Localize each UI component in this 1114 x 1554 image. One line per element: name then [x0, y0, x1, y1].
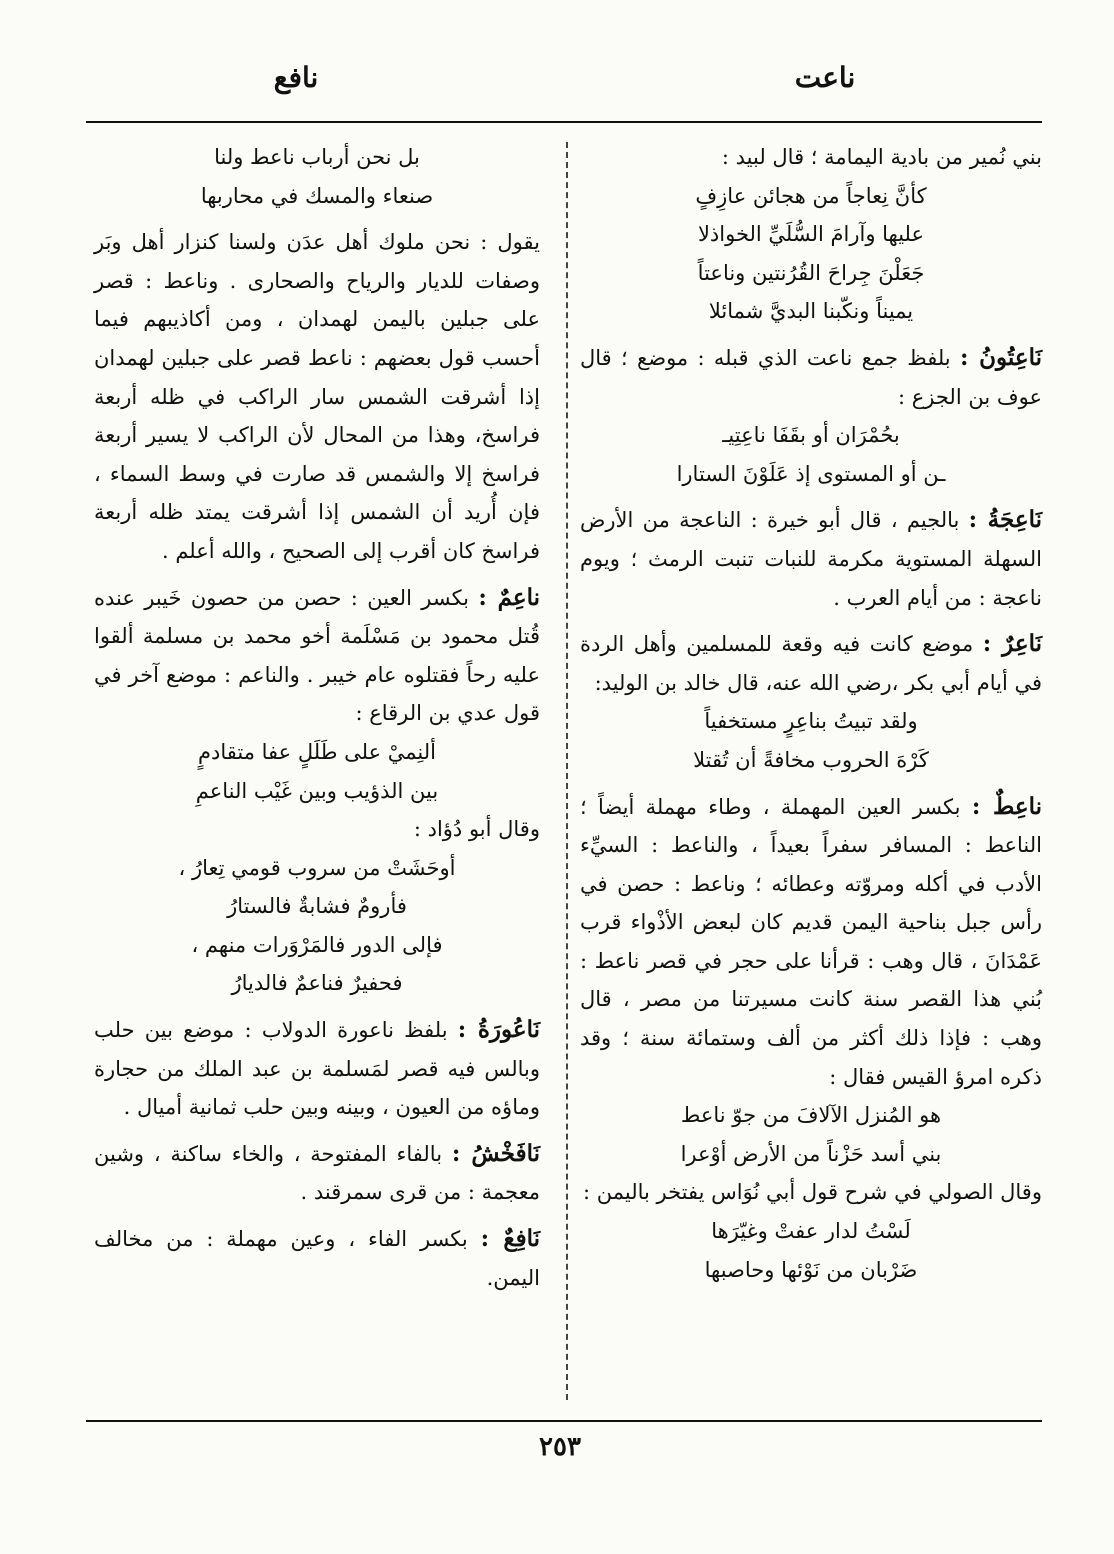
verse-line: يميناً ونكّبنا البديَّ شمائلا [708, 299, 914, 324]
entry-text: بلفظ ناعورة الدولاب : موضع بين حلب وبالس فيه قصر لمَسلمة بن عبد الملك من حجارة وماؤه من العيون ، وبينه وبين حلب ثمانية أميال . [94, 1018, 540, 1120]
verse-block [580, 177, 1042, 331]
entry-nafakhsh [94, 1135, 540, 1212]
verse-line: كأنَّ نِعاجاً من هجائن عازِفٍ [695, 183, 927, 208]
entry-naitun [580, 339, 1042, 416]
entry-continuation: يقول : نحن ملوك أهل عدَن ولسنا كنزار أهل وبَر وصفات للديار والرياح والصحارى . وناعط : قصر على جبلين باليمن لهمدان ، ومن أكاذيبهم فيما أحسب قول بعضهم : ناعط قصر على جبلين لهمدان إذا أشرقت الشمس سار الراكب في ظله أربعة فراسخ، وهذا من المحال لأن الراكب لا يسير أربعة فراسخ إلا والشمس قد صارت في وسط السماء ، فإن أُريد أن الشمس إذا أشرقت يمتد ظله أربعة فراسخ كان أقرب إلى الصحيح ، والله أعلم . [94, 230, 540, 563]
verse-line: ـن أو المستوى إذ عَلَوْنَ الستارا [676, 461, 946, 486]
verse-line: لَسْتُ لدار عفتْ وغيّرَها [711, 1219, 911, 1244]
verse-line: فأرومٌ فشابةٌ فالستارُ [227, 894, 407, 919]
verse-line: ولقد تبيتُ بناعِرٍ مستخفياً [704, 709, 918, 734]
verse-block [94, 138, 540, 215]
verse-line: بني أسد حَزْناً من الأرض أوْعرا [680, 1141, 942, 1166]
verse-line: كَرْهَ الحروب مخافةً أن تُقتلا [693, 747, 929, 772]
top-rule [86, 121, 1042, 123]
headword: نَافَخْشُ : [451, 1139, 541, 1167]
verse-line: ألنِميْ على طَلَلٍ عفا متقادمٍ [198, 739, 436, 764]
verse-block [94, 849, 540, 1003]
verse-block [580, 1096, 1042, 1173]
entry-nair [580, 625, 1042, 702]
running-head-right: ناعت [794, 61, 856, 94]
headword: نَاعِرٌ : [982, 630, 1042, 658]
entry-text: بكسر العين : حصن من حصون خَيبر عنده قُتل محمود بن مَسْلَمة أخو محمد بن مسلمة ألقوا عليه رحاً فقتلوه عام خيبر . والناعم : موضع آخر في قول عدي بن الرقاع : [94, 585, 540, 726]
verse-block [580, 416, 1042, 493]
entry-nait [580, 788, 1042, 1097]
bottom-rule [86, 1420, 1042, 1422]
entry-naim [94, 579, 540, 733]
entry-text: موضع كانت فيه وقعة للمسلمين وأهل الردة في أيام أبي بكر ،رضي الله عنه، قال خالد بن الوليد: [580, 632, 1042, 695]
verse-block [580, 702, 1042, 779]
verse-line: أوحَشَتْ من سروب قومي تِعارُ ، [178, 855, 456, 880]
entry-text: وقال أبو دُؤاد : [413, 817, 540, 842]
verse-line: فإلى الدور فالمَرْوَرات منهم ، [191, 932, 443, 957]
entry-text: بالفاء المفتوحة ، والخاء ساكنة ، وشين معجمة : من قرى سمرقند . [94, 1141, 540, 1205]
running-head-left: نافع [273, 61, 319, 94]
verse-line: عليها وآرامَ السُّلَيِّ الخواذلا [697, 222, 925, 247]
entry-naura [94, 1011, 540, 1127]
verse-line: هو المُنزل الآلافَ من جوّ ناعط [680, 1103, 942, 1128]
entry-naija [580, 501, 1042, 617]
column-divider [566, 142, 568, 1400]
entry-continuation: بني نُمير من بادية اليمامة ؛ قال لبيد : [721, 145, 1042, 169]
headword: ناعِطٌ : [971, 792, 1043, 820]
verse-block [94, 733, 540, 810]
entry-text: بكسر العين المهملة ، وطاء مهملة أيضاً ؛ الناعط : المسافر سفراً بعيداً ، والناعط : السيِّء الأدب في أكله ومروّته وعطائه ؛ وناعط : حصن في رأس جبل بناحية اليمن قديم كان لبعض الأذْواء قرب عَمْدَانَ ، قال وهب : قرأنا على حجر في قصر ناعط : بُني هذا القصر سنة كانت مسيرتنا من مصر ، قال وهب : فإذا ذلك أكثر من ألف وستمائة سنة ؛ وقد ذكره امرؤ القيس فقال : [580, 794, 1042, 1089]
verse-line: بين الذؤيب وبين غَيْب الناعمِ [195, 778, 439, 803]
headword: نَاعِجَةُ : [968, 506, 1042, 534]
entry-text: بلفظ جمع ناعت الذي قبله : موضع ؛ قال عوف بن الجزع : [580, 345, 1042, 409]
page-number: ٢٥٣ [539, 1432, 581, 1462]
verse-line: صنعاء والمسك في محاربها [200, 183, 434, 208]
entry-text: بالجيم ، قال أبو خيرة : الناعجة من الأرض السهلة المستوية مكرمة للنبات تنبت الرمث ؛ ويوم ناعجة : من أيام العرب . [580, 508, 1042, 610]
verse-line: بل نحن أرباب ناعط ولنا [214, 145, 420, 169]
headword: نَاعِتُونُ : [959, 343, 1042, 371]
verse-line: جَعَلْنَ جِراحَ القُرُنتين وناعتاً [697, 260, 925, 285]
verse-line: فحفيرٌ فناعمٌ فالديارُ [231, 971, 403, 996]
verse-block [580, 1212, 1042, 1289]
headword: نَافِعٌ : [480, 1225, 540, 1253]
headword: نَاعُورَةُ : [457, 1016, 540, 1044]
entry-text: بكسر الفاء ، وعين مهملة : من مخالف اليمن. [94, 1227, 540, 1290]
verse-line: ضَرْبان من نَوْئها وحاصبها [704, 1257, 918, 1282]
headword: ناعِمٌ : [478, 583, 541, 611]
left-column [94, 138, 540, 1297]
entry-text: وقال الصولي في شرح قول أبي نُوَاس يفتخر باليمن : [582, 1180, 1042, 1205]
verse-line: بحُمْرَان أو بقَفَا ناعِتِيـ [722, 423, 900, 448]
right-column [580, 138, 1042, 1289]
entry-nafi [94, 1220, 540, 1297]
